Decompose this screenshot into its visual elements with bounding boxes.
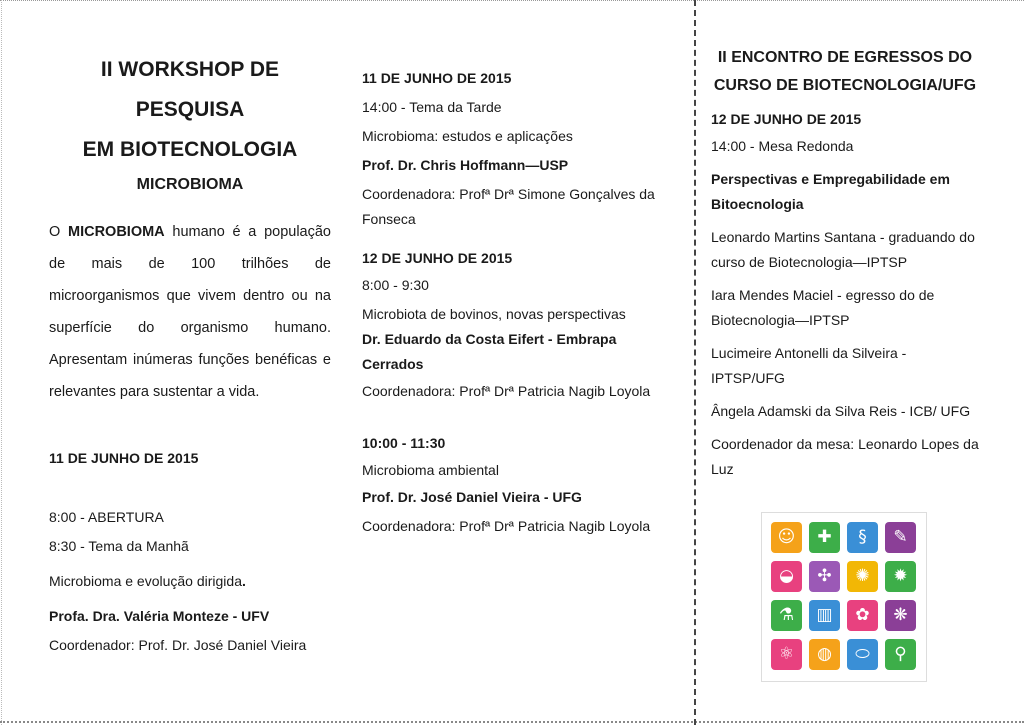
- alumni-panel: [711, 44, 979, 482]
- flask-icon: ⚗: [771, 600, 802, 631]
- microscope-icon: ⚲: [885, 639, 916, 670]
- morning-topic-period: .: [242, 573, 246, 589]
- workshop-title-line-1: II WORKSHOP DE PESQUISA: [100, 58, 280, 121]
- morning-theme-time: 8:30 - Tema da Manhã: [49, 538, 189, 554]
- participant-1: Leonardo Martins Santana - graduando do curso de Biotecnologia—IPTSP: [711, 229, 975, 270]
- intro-prefix: O: [49, 224, 68, 240]
- participant-3: Lucimeire Antonelli da Silveira - IPTSP/UFG: [711, 345, 907, 386]
- syringe-icon: ✎: [885, 522, 916, 553]
- afternoon-topic: Microbioma: estudos e aplicações: [362, 128, 573, 144]
- opening-time: 8:00 - ABERTURA: [49, 509, 164, 525]
- morning-topic-text: Microbioma e evolução dirigida: [49, 573, 242, 589]
- cell-icon: ✹: [885, 561, 916, 592]
- afternoon-coordinator: Coordenadora: Profª Drª Simone Gonçalves da Fonseca: [362, 186, 655, 227]
- dna-icon: §: [847, 522, 878, 553]
- session2-time: 8:00 - 9:30: [362, 277, 429, 293]
- intro-paragraph: [49, 216, 331, 408]
- atom-icon: ⚛: [771, 639, 802, 670]
- virus-icon: ✺: [847, 561, 878, 592]
- roundtable-topic: Perspectivas e Empregabilidade em Bitoecnologia: [711, 171, 950, 212]
- workshop-panel: [49, 50, 331, 658]
- fold-line: [694, 0, 696, 725]
- scientist-icon: ☺: [771, 522, 802, 553]
- afternoon-speaker: Prof. Dr. Chris Hoffmann—USP: [362, 157, 569, 173]
- morning-coordinator: Coordenador: Prof. Dr. José Daniel Vieira: [49, 637, 307, 653]
- page-border-top: [0, 0, 1024, 1]
- afternoon-date: 11 DE JUNHO DE 2015: [362, 70, 512, 86]
- session3-speaker: Prof. Dr. José Daniel Vieira - UFG: [362, 489, 582, 505]
- alumni-title: [711, 44, 979, 100]
- morning-topic: [49, 569, 331, 594]
- doctor-icon: ✚: [809, 522, 840, 553]
- page-border-bottom: [0, 721, 1024, 723]
- day1-date: 11 DE JUNHO DE 2015: [49, 450, 199, 466]
- participant-4: Ângela Adamski da Silva Reis - ICB/ UFG: [711, 403, 971, 419]
- participant-2: Iara Mendes Maciel - egresso do de Biotecnologia—IPTSP: [711, 287, 935, 328]
- session3-time: 10:00 - 11:30: [362, 435, 446, 451]
- bacteria-icon: ❋: [885, 600, 916, 631]
- page-border-left: [1, 0, 2, 725]
- alumni-title-line-2: CURSO DE BIOTECNOLOGIA/UFG: [713, 77, 977, 94]
- microbe-icon: ✿: [847, 600, 878, 631]
- workshop-subtitle: MICROBIOMA: [136, 176, 244, 193]
- session2-topic: Microbiota de bovinos, novas perspectivas: [362, 306, 626, 322]
- afternoon-theme-time: 14:00 - Tema da Tarde: [362, 99, 502, 115]
- alumni-time: 14:00 - Mesa Redonda: [711, 138, 854, 154]
- alumni-title-line-1: II ENCONTRO DE EGRESSOS DO: [717, 49, 973, 66]
- session3-coordinator: Coordenadora: Profª Drª Patricia Nagib Loyola: [362, 518, 651, 534]
- pills-icon: ◍: [809, 639, 840, 670]
- session3-topic: Microbioma ambiental: [362, 462, 499, 478]
- biotech-icon-grid: [761, 512, 927, 682]
- molecule-icon: ✣: [809, 561, 840, 592]
- roundtable-moderator: Coordenador da mesa: Leonardo Lopes da Luz: [711, 436, 979, 477]
- workshop-title-line-2: EM BIOTECNOLOGIA: [82, 138, 298, 161]
- morning-speaker: Profa. Dra. Valéria Monteze - UFV: [49, 608, 270, 624]
- program-panel: [362, 66, 662, 539]
- intro-rest: humano é a população de mais de 100 trilhões de microorganismos que vivem dentro ou na superfície do organismo humano. Apresentam inúmeras funções benéficas e relevantes para sustentar a vida.: [49, 224, 331, 400]
- session2-coordinator: Coordenadora: Profª Drª Patricia Nagib Loyola: [362, 383, 651, 399]
- workshop-title: [49, 50, 331, 170]
- petri-dish-icon: ◒: [771, 561, 802, 592]
- test-tubes-icon: ▥: [809, 600, 840, 631]
- intro-bold: MICROBIOMA: [68, 224, 165, 240]
- day2-date: 12 DE JUNHO DE 2015: [362, 250, 513, 266]
- alumni-date: 12 DE JUNHO DE 2015: [711, 111, 862, 127]
- session2-speaker: Dr. Eduardo da Costa Eifert - Embrapa Cerrados: [362, 331, 617, 372]
- capsule-icon: ⬭: [847, 639, 878, 670]
